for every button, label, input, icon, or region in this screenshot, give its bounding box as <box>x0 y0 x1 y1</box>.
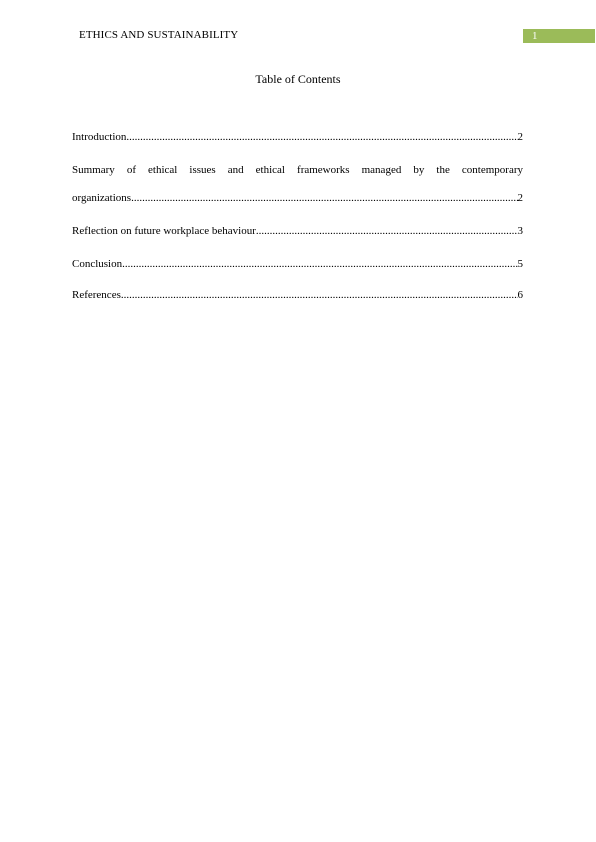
header-title: ETHICS AND SUSTAINABILITY <box>79 29 239 41</box>
toc-entry-label: Introduction <box>72 131 127 143</box>
toc-entry-references[interactable] <box>72 289 523 301</box>
page-number-badge <box>523 29 595 43</box>
toc-entry-label: Reflection on future workplace behaviour <box>72 225 256 237</box>
toc-entry-label: organizations <box>72 192 132 204</box>
page-number: 1 <box>532 30 538 42</box>
toc-entry-summary[interactable] <box>72 192 523 204</box>
toc-entry-page: 2 <box>517 192 523 204</box>
dot-leader <box>131 192 517 204</box>
toc-entry-introduction[interactable] <box>72 131 523 143</box>
dot-leader <box>256 225 518 237</box>
toc-entry-page: 3 <box>517 225 523 237</box>
toc-entry-reflection[interactable] <box>72 225 523 237</box>
toc-entry-page: 5 <box>517 258 523 270</box>
toc-entry-page: 6 <box>517 289 523 301</box>
toc-entry-label: Conclusion <box>72 258 123 270</box>
toc-entry-conclusion[interactable] <box>72 258 523 270</box>
toc-entry-label: References <box>72 289 121 301</box>
toc-heading: Table of Contents <box>255 72 341 86</box>
dot-leader <box>121 289 518 301</box>
toc-entry-summary-line1[interactable] <box>72 164 523 176</box>
dot-leader <box>126 131 517 143</box>
toc-entry-page: 2 <box>517 131 523 143</box>
toc-entry-label: Summary of ethical issues and ethical frameworks managed by the contemporary <box>72 164 523 176</box>
dot-leader <box>122 258 517 270</box>
